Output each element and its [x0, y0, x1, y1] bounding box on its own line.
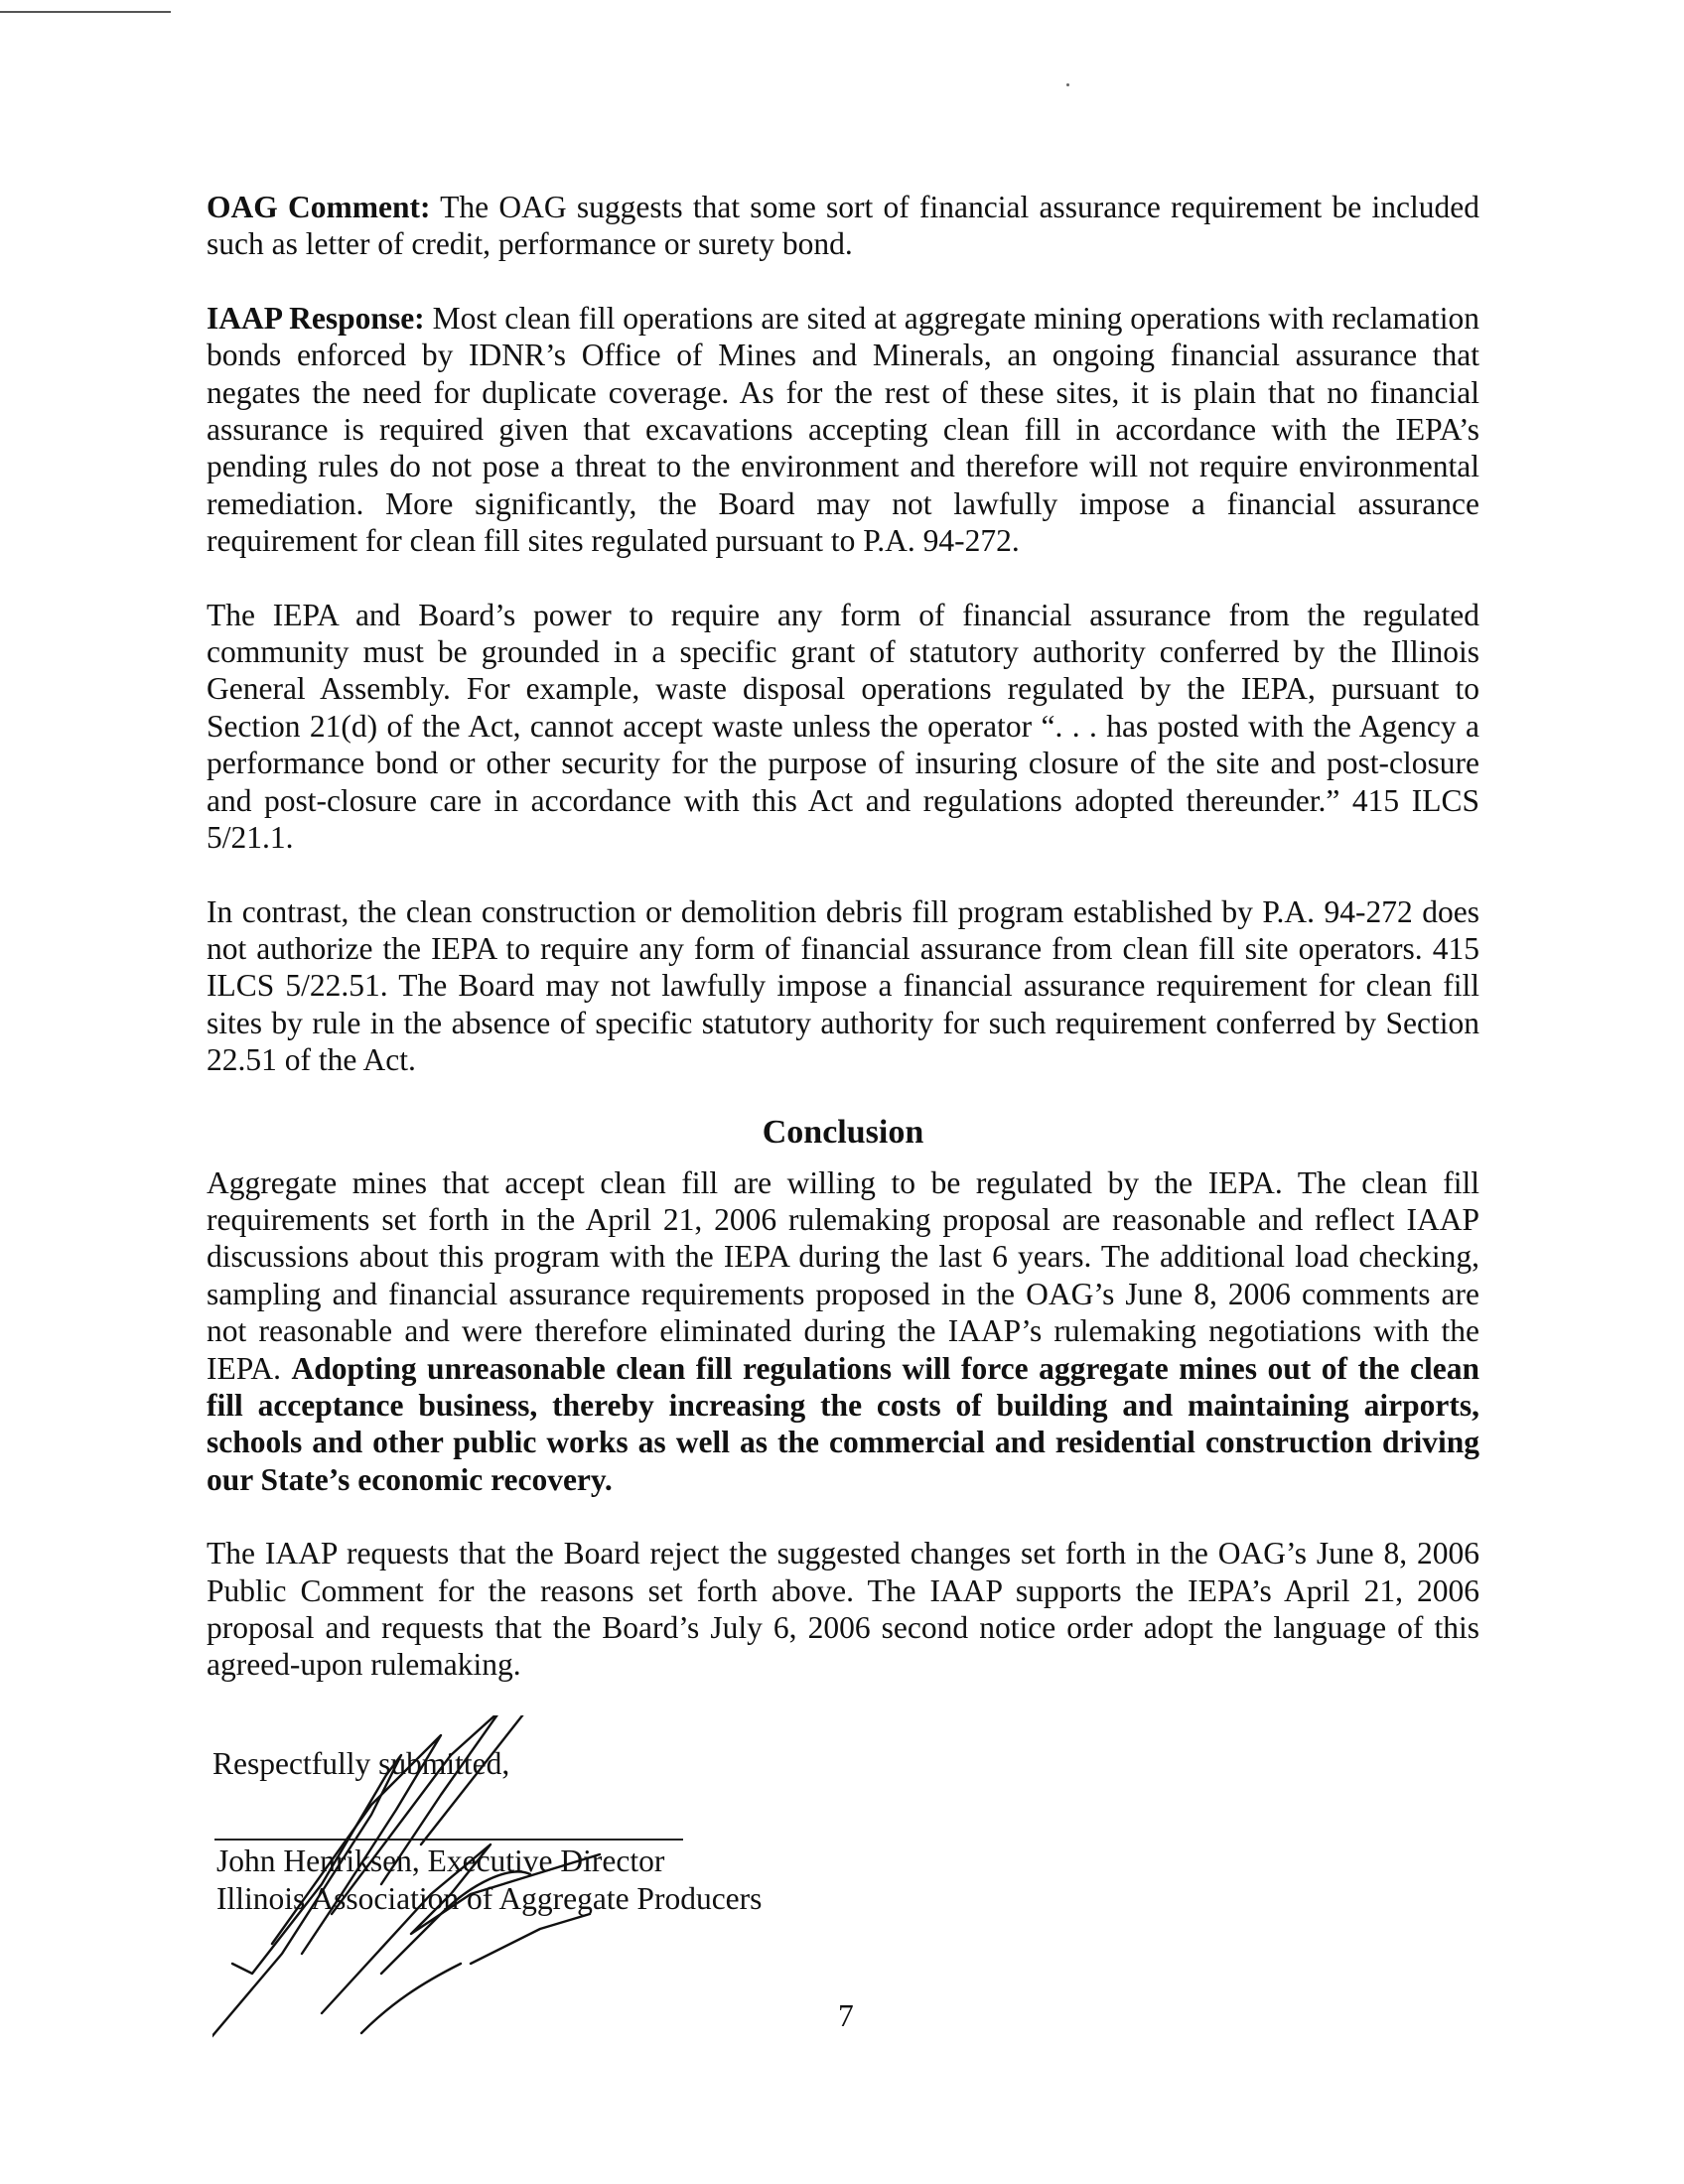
conclusion-bold-text: Adopting unreasonable clean fill regulations will force aggregate mines out of the clean fill acceptance business, thereby increasing the costs of building and maintaining airports, schools and other public works as well as the commercial and residential construction driving our State’s economic recovery. [207, 1350, 1479, 1497]
closing-text: Respectfully submitted, [212, 1746, 510, 1781]
conclusion-paragraph [207, 1164, 1479, 1499]
handwritten-signature [212, 1715, 828, 2093]
signer-organization: Illinois Association of Aggregate Producers [216, 1881, 763, 1916]
iaap-response-paragraph [207, 300, 1479, 560]
signature-block [212, 1745, 908, 2043]
page-number: 7 [838, 1998, 854, 2033]
statutory-authority-paragraph: The IEPA and Board’s power to require any form of financial assurance from the regulated community must be grounded in a specific grant of statutory authority conferred by the Illinois General Assembly. For example, waste disposal operations regulated by the IEPA, pursuant to Section 21(d) of the Act, cannot accept waste unless the operator “. . . has posted with the Agency a performance bond or other security for the purpose of insuring closure of the site and post-closure and post-closure care in accordance with this Act and regulations adopted thereunder.” 415 ILCS 5/21.1. [207, 597, 1479, 856]
iaap-response-label: IAAP Response: [207, 300, 425, 336]
conclusion-text: Aggregate mines that accept clean fill are willing to be regulated by the IEPA. The clean fill requirements set forth in the April 21, 2006 rulemaking proposal are reasonable and reflect IAAP discussions about this program with the IEPA during the last 6 years. The additional load checking, sampling and financial assurance requirements proposed in the OAG’s June 8, 2006 comments are not reasonable and were therefore eliminated during the IAAP’s rulemaking negotiations with the IEPA. [207, 1164, 1479, 1386]
scan-speck [1066, 83, 1069, 86]
signer-name: John Henriksen, Executive Director [216, 1843, 665, 1878]
request-paragraph: The IAAP requests that the Board reject the suggested changes set forth in the OAG’s June 8, 2006 Public Comment for the reasons set forth above. The IAAP supports the IEPA’s April 21, 2006 proposal and requests that the Board’s July 6, 2006 second notice order adopt the language of this agreed-upon rulemaking. [207, 1536, 1479, 1683]
iaap-response-text: Most clean fill operations are sited at aggregate mining operations with reclamation bonds enforced by IDNR’s Office of Mines and Minerals, an ongoing financial assurance that negates the need for duplicate coverage. As for the rest of these sites, it is plain that no financial assurance is required given that excavations accepting clean fill in accordance with the IEPA’s pending rules do not pose a threat to the environment and therefore will not require environmental remediation. More significantly, the Board may not lawfully impose a financial assurance requirement for clean fill sites regulated pursuant to P.A. 94-272. [207, 300, 1480, 559]
conclusion-heading: Conclusion [762, 1113, 924, 1151]
oag-comment-label: OAG Comment: [207, 190, 431, 224]
oag-comment-text: The OAG suggests that some sort of financial assurance requirement be included such as letter of credit, performance or surety bond. [207, 190, 1479, 262]
contrast-paragraph: In contrast, the clean construction or demolition debris fill program established by P.A. 94-272 does not authorize the IEPA to require any form of financial assurance from clean fill site operators. 415 ILCS 5/22.51. The Board may not lawfully impose a financial assurance requirement for clean fill sites by rule in the absence of specific statutory authority for such requirement conferred by Section 22.51 of the Act. [207, 893, 1479, 1078]
top-edge-rule [0, 11, 171, 13]
oag-comment-paragraph [207, 189, 1479, 263]
document-body [207, 189, 1479, 1684]
